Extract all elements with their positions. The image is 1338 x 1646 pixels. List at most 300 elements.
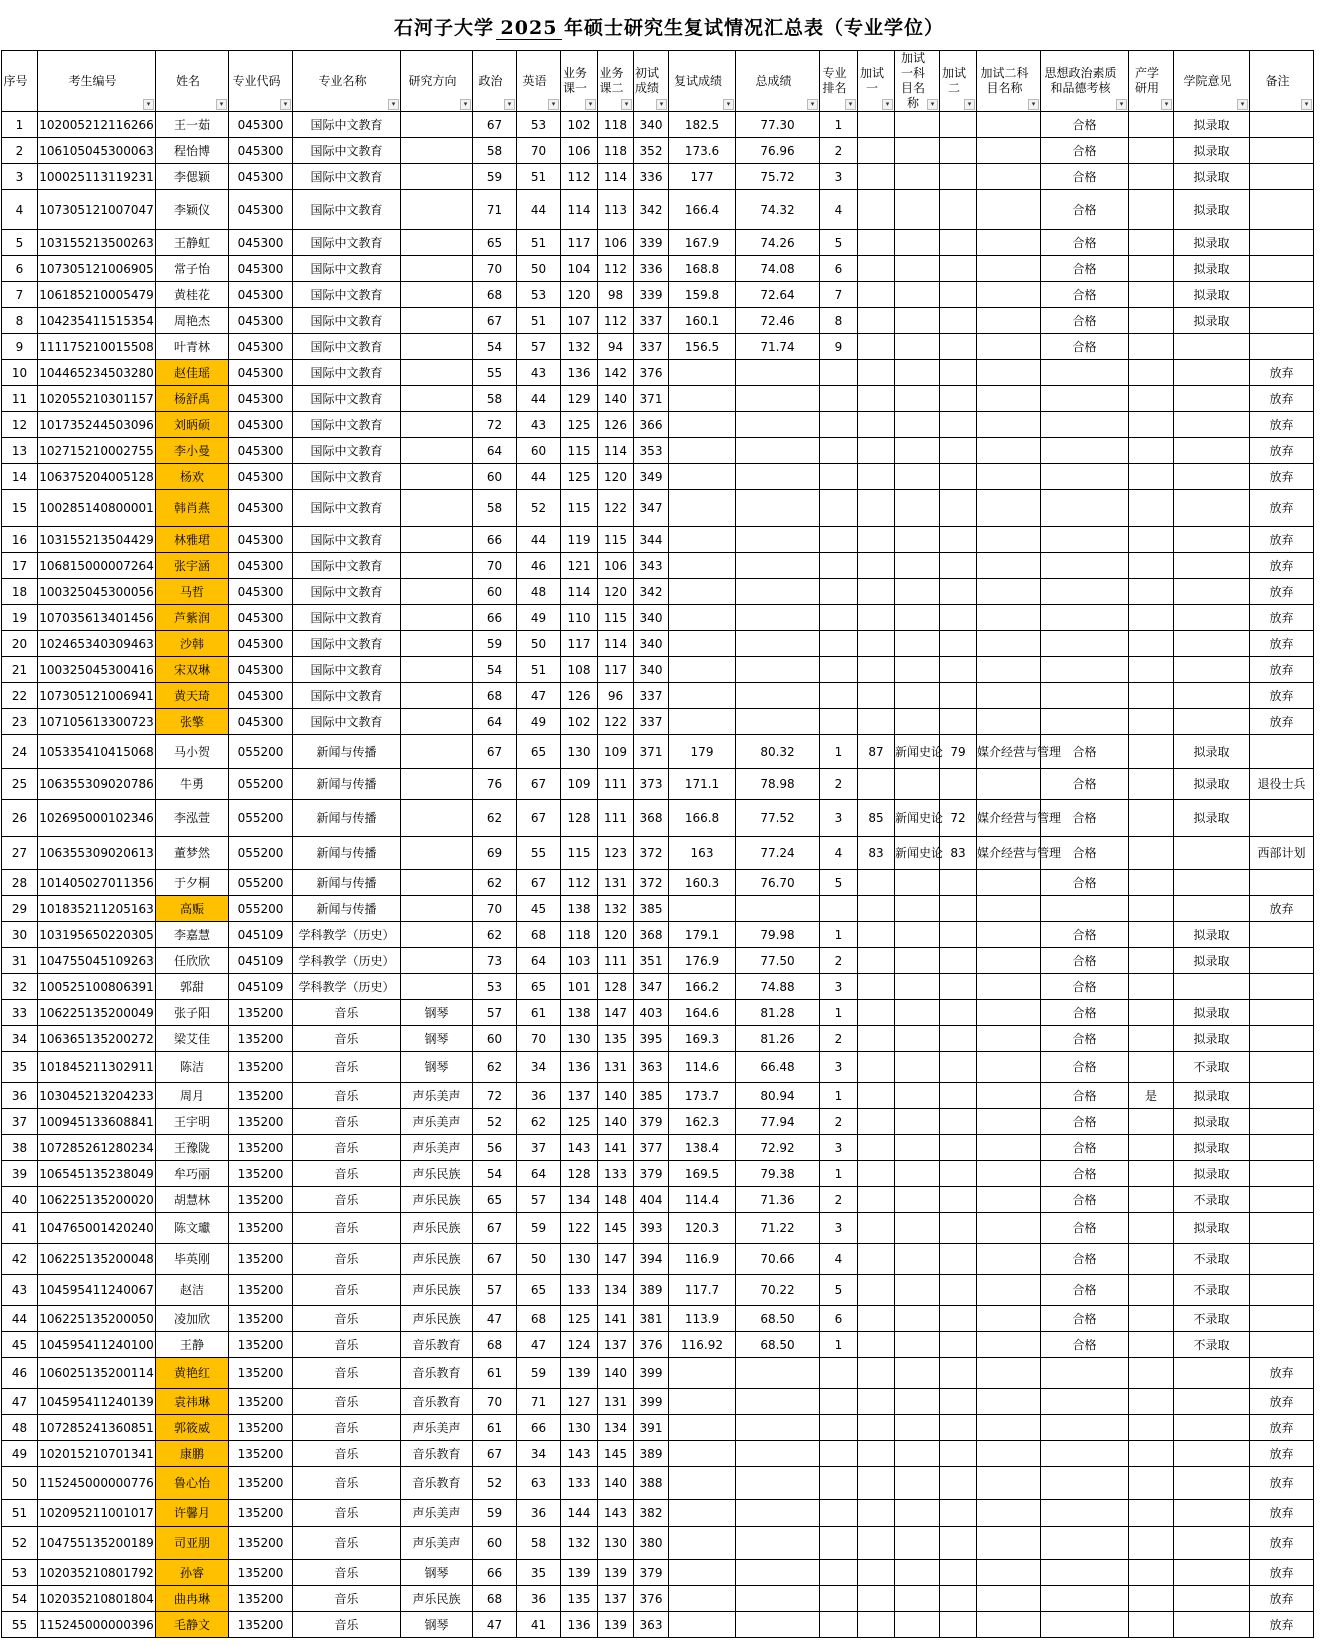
col-index-cell[interactable]: 38 [2, 1135, 38, 1161]
col-remarks-cell[interactable] [1250, 230, 1314, 256]
col-politics-cell[interactable]: 62 [473, 922, 517, 948]
col-major-name-cell[interactable]: 国际中文教育 [293, 605, 401, 631]
col-extra-1-cell[interactable] [858, 579, 895, 605]
col-politics-cell[interactable]: 60 [473, 579, 517, 605]
col-english-cell[interactable]: 68 [517, 922, 561, 948]
col-moral-assessment-cell[interactable] [1041, 438, 1129, 464]
col-course-2-cell[interactable]: 128 [598, 974, 634, 1000]
col-index-cell[interactable]: 20 [2, 631, 38, 657]
col-course-1-cell[interactable]: 139 [561, 1358, 598, 1389]
col-english-cell[interactable]: 43 [517, 360, 561, 386]
col-total-score-cell[interactable]: 74.32 [736, 190, 820, 230]
col-exam-id-cell[interactable]: 100325045300416 [38, 657, 156, 683]
col-total-score-cell[interactable]: 77.94 [736, 1109, 820, 1135]
col-retest-score-cell[interactable]: 113.9 [669, 1306, 736, 1332]
col-extra-2-cell[interactable] [940, 1213, 977, 1244]
col-major-code-cell[interactable]: 045109 [229, 948, 293, 974]
col-rank-cell[interactable]: 3 [820, 164, 858, 190]
col-initial-score-cell[interactable]: 403 [634, 1000, 669, 1026]
col-rank-cell[interactable]: 3 [820, 1213, 858, 1244]
col-name-cell[interactable]: 芦紫润 [156, 605, 229, 631]
col-retest-score-cell[interactable] [669, 1467, 736, 1500]
col-index-cell[interactable]: 47 [2, 1389, 38, 1415]
col-exam-id-cell[interactable]: 102465340309463 [38, 631, 156, 657]
col-moral-assessment-cell[interactable] [1041, 1527, 1129, 1560]
col-course-1-cell[interactable]: 143 [561, 1441, 598, 1467]
col-college-opinion-cell[interactable]: 拟录取 [1174, 1213, 1250, 1244]
col-major-code-cell[interactable]: 135200 [229, 1500, 293, 1527]
col-remarks-cell[interactable] [1250, 1332, 1314, 1358]
col-english-cell[interactable]: 49 [517, 605, 561, 631]
col-index-cell[interactable]: 48 [2, 1415, 38, 1441]
col-industry-cell[interactable] [1129, 683, 1174, 709]
col-retest-score-cell[interactable] [669, 1612, 736, 1638]
col-course-2-cell[interactable]: 114 [598, 438, 634, 464]
col-course-2-cell[interactable]: 139 [598, 1560, 634, 1586]
col-extra-1-cell[interactable] [858, 1441, 895, 1467]
col-exam-id-cell[interactable]: 106225135200020 [38, 1187, 156, 1213]
col-retest-score-cell[interactable]: 159.8 [669, 282, 736, 308]
col-college-opinion-cell[interactable]: 拟录取 [1174, 256, 1250, 282]
col-index-cell[interactable]: 46 [2, 1358, 38, 1389]
col-remarks-cell[interactable] [1250, 282, 1314, 308]
col-extra-2-subject-cell[interactable] [977, 1612, 1041, 1638]
filter-dropdown-icon[interactable]: ▾ [548, 99, 559, 110]
col-major-name-cell[interactable]: 音乐 [293, 1467, 401, 1500]
col-exam-id-cell[interactable]: 101835211205163 [38, 896, 156, 922]
col-extra-1-cell[interactable] [858, 1135, 895, 1161]
col-index-cell[interactable]: 19 [2, 605, 38, 631]
col-initial-score-cell[interactable]: 340 [634, 112, 669, 138]
col-direction-cell[interactable] [401, 735, 473, 769]
col-direction-cell[interactable] [401, 870, 473, 896]
col-course-2-cell[interactable]: 137 [598, 1586, 634, 1612]
col-politics-cell[interactable]: 65 [473, 1187, 517, 1213]
col-extra-1-cell[interactable] [858, 138, 895, 164]
col-industry-cell[interactable] [1129, 709, 1174, 735]
col-college-opinion-cell[interactable] [1174, 579, 1250, 605]
col-politics-cell[interactable]: 70 [473, 256, 517, 282]
col-college-opinion-cell[interactable]: 拟录取 [1174, 138, 1250, 164]
col-moral-assessment-cell[interactable] [1041, 605, 1129, 631]
col-course-1-cell[interactable]: 125 [561, 464, 598, 490]
col-extra-1-subject-cell[interactable] [895, 1500, 940, 1527]
col-college-opinion-cell[interactable] [1174, 896, 1250, 922]
col-politics-cell[interactable]: 76 [473, 769, 517, 800]
col-remarks-cell[interactable]: 放弃 [1250, 709, 1314, 735]
col-rank-cell[interactable]: 7 [820, 282, 858, 308]
col-extra-2-subject-cell[interactable] [977, 922, 1041, 948]
col-moral-assessment-cell[interactable]: 合格 [1041, 1187, 1129, 1213]
col-course-1-cell[interactable]: 122 [561, 1213, 598, 1244]
col-extra-2-cell[interactable] [940, 605, 977, 631]
col-name-cell[interactable]: 黄艳红 [156, 1358, 229, 1389]
col-industry-cell[interactable] [1129, 1358, 1174, 1389]
col-college-opinion-cell[interactable] [1174, 1415, 1250, 1441]
col-extra-2-cell[interactable] [940, 1527, 977, 1560]
col-extra-1-cell[interactable] [858, 1467, 895, 1500]
col-english-cell[interactable]: 51 [517, 657, 561, 683]
col-politics-cell[interactable]: 70 [473, 896, 517, 922]
col-major-code-cell[interactable]: 055200 [229, 870, 293, 896]
col-extra-1-subject-cell[interactable] [895, 490, 940, 527]
col-extra-1-cell[interactable] [858, 631, 895, 657]
col-index-cell[interactable]: 30 [2, 922, 38, 948]
col-moral-assessment-cell[interactable]: 合格 [1041, 334, 1129, 360]
col-major-code-cell[interactable]: 045300 [229, 334, 293, 360]
col-rank-cell[interactable] [820, 631, 858, 657]
col-extra-2-subject-cell[interactable] [977, 464, 1041, 490]
col-initial-score-cell[interactable]: 340 [634, 605, 669, 631]
col-total-score-cell[interactable]: 74.26 [736, 230, 820, 256]
col-college-opinion-cell[interactable] [1174, 709, 1250, 735]
col-initial-score-cell[interactable]: 373 [634, 769, 669, 800]
col-industry-cell[interactable] [1129, 1244, 1174, 1275]
col-course-2-cell[interactable]: 111 [598, 800, 634, 837]
col-extra-1-cell[interactable]: 83 [858, 837, 895, 870]
col-rank-cell[interactable]: 2 [820, 769, 858, 800]
col-name-cell[interactable]: 王静虹 [156, 230, 229, 256]
col-extra-2-subject-cell[interactable] [977, 1560, 1041, 1586]
col-initial-score-cell[interactable]: 371 [634, 386, 669, 412]
col-major-name-cell[interactable]: 国际中文教育 [293, 657, 401, 683]
col-direction-cell[interactable] [401, 948, 473, 974]
col-retest-score-cell[interactable] [669, 1527, 736, 1560]
col-politics-cell[interactable]: 64 [473, 709, 517, 735]
col-politics-cell[interactable]: 47 [473, 1306, 517, 1332]
col-english-cell[interactable]: 50 [517, 1244, 561, 1275]
col-initial-score-cell[interactable]: 339 [634, 230, 669, 256]
col-name-cell[interactable]: 牛勇 [156, 769, 229, 800]
col-moral-assessment-cell[interactable] [1041, 1467, 1129, 1500]
col-industry-cell[interactable] [1129, 1467, 1174, 1500]
col-extra-2-subject-cell[interactable] [977, 334, 1041, 360]
col-remarks-cell[interactable] [1250, 334, 1314, 360]
col-extra-1-subject-cell[interactable] [895, 360, 940, 386]
col-retest-score-cell[interactable] [669, 683, 736, 709]
col-remarks-cell[interactable]: 放弃 [1250, 412, 1314, 438]
col-extra-1-subject-cell[interactable] [895, 553, 940, 579]
col-name-cell[interactable]: 孙睿 [156, 1560, 229, 1586]
col-extra-1-cell[interactable]: 85 [858, 800, 895, 837]
col-moral-assessment-cell[interactable] [1041, 1500, 1129, 1527]
col-initial-score-cell[interactable]: 395 [634, 1026, 669, 1052]
col-retest-score-cell[interactable] [669, 527, 736, 553]
col-industry-cell[interactable] [1129, 1052, 1174, 1083]
col-remarks-cell[interactable] [1250, 1275, 1314, 1306]
col-course-1-cell[interactable]: 136 [561, 1052, 598, 1083]
col-name-cell[interactable]: 李颖仪 [156, 190, 229, 230]
col-major-code-cell[interactable]: 045300 [229, 138, 293, 164]
col-initial-score-cell[interactable]: 389 [634, 1441, 669, 1467]
col-extra-1-subject-cell[interactable] [895, 1415, 940, 1441]
col-english-cell[interactable]: 65 [517, 1275, 561, 1306]
col-politics-cell[interactable]: 55 [473, 360, 517, 386]
col-retest-score-cell[interactable] [669, 386, 736, 412]
col-initial-score-cell[interactable]: 380 [634, 1527, 669, 1560]
col-extra-2-subject-cell[interactable] [977, 1500, 1041, 1527]
filter-dropdown-icon[interactable]: ▾ [585, 99, 596, 110]
col-major-code-cell[interactable]: 045300 [229, 579, 293, 605]
col-extra-2-cell[interactable] [940, 112, 977, 138]
col-course-2-cell[interactable]: 122 [598, 709, 634, 735]
col-extra-2-subject-cell[interactable] [977, 386, 1041, 412]
col-initial-score-cell[interactable]: 342 [634, 579, 669, 605]
col-retest-score-cell[interactable]: 116.92 [669, 1332, 736, 1358]
col-major-code-cell[interactable]: 135200 [229, 1244, 293, 1275]
col-course-1-cell[interactable]: 112 [561, 164, 598, 190]
col-initial-score-cell[interactable]: 336 [634, 164, 669, 190]
col-extra-2-subject-cell[interactable] [977, 1161, 1041, 1187]
col-extra-1-cell[interactable] [858, 1052, 895, 1083]
col-major-code-cell[interactable]: 055200 [229, 735, 293, 769]
col-extra-1-cell[interactable] [858, 1000, 895, 1026]
col-extra-2-cell[interactable] [940, 1161, 977, 1187]
col-retest-score-cell[interactable] [669, 490, 736, 527]
col-rank-cell[interactable]: 1 [820, 1000, 858, 1026]
col-retest-score-cell[interactable]: 160.1 [669, 308, 736, 334]
col-direction-cell[interactable]: 钢琴 [401, 1560, 473, 1586]
col-index-cell[interactable]: 11 [2, 386, 38, 412]
filter-dropdown-icon[interactable]: ▾ [1161, 99, 1172, 110]
col-extra-1-cell[interactable] [858, 412, 895, 438]
col-course-1-cell[interactable]: 117 [561, 631, 598, 657]
col-major-name-cell[interactable]: 国际中文教育 [293, 112, 401, 138]
col-total-score-cell[interactable]: 78.98 [736, 769, 820, 800]
col-moral-assessment-cell[interactable]: 合格 [1041, 1052, 1129, 1083]
col-college-opinion-cell[interactable] [1174, 1441, 1250, 1467]
col-major-name-cell[interactable]: 国际中文教育 [293, 164, 401, 190]
col-extra-1-cell[interactable] [858, 282, 895, 308]
col-politics-cell[interactable]: 71 [473, 190, 517, 230]
col-moral-assessment-cell[interactable] [1041, 490, 1129, 527]
col-college-opinion-cell[interactable]: 拟录取 [1174, 922, 1250, 948]
col-rank-cell[interactable]: 4 [820, 1244, 858, 1275]
col-retest-score-cell[interactable]: 114.4 [669, 1187, 736, 1213]
col-direction-cell[interactable]: 钢琴 [401, 1612, 473, 1638]
col-rank-cell[interactable]: 1 [820, 922, 858, 948]
col-moral-assessment-cell[interactable]: 合格 [1041, 282, 1129, 308]
col-major-code-cell[interactable]: 045109 [229, 922, 293, 948]
col-initial-score-cell[interactable]: 368 [634, 922, 669, 948]
col-rank-cell[interactable] [820, 527, 858, 553]
col-retest-score-cell[interactable]: 138.4 [669, 1135, 736, 1161]
col-name-cell[interactable]: 于夕桐 [156, 870, 229, 896]
col-retest-score-cell[interactable]: 171.1 [669, 769, 736, 800]
col-extra-2-cell[interactable] [940, 138, 977, 164]
col-extra-2-cell[interactable] [940, 631, 977, 657]
col-industry-cell[interactable] [1129, 1527, 1174, 1560]
col-major-code-cell[interactable]: 135200 [229, 1052, 293, 1083]
col-extra-1-subject-cell[interactable] [895, 657, 940, 683]
col-remarks-cell[interactable]: 放弃 [1250, 1358, 1314, 1389]
col-industry-cell[interactable] [1129, 190, 1174, 230]
col-course-2-cell[interactable]: 140 [598, 1358, 634, 1389]
col-index-cell[interactable]: 9 [2, 334, 38, 360]
col-name-cell[interactable]: 黄天琦 [156, 683, 229, 709]
col-major-code-cell[interactable]: 045300 [229, 386, 293, 412]
col-name-cell[interactable]: 张擎 [156, 709, 229, 735]
col-initial-score-cell[interactable]: 366 [634, 412, 669, 438]
col-retest-score-cell[interactable]: 120.3 [669, 1213, 736, 1244]
col-remarks-cell[interactable]: 放弃 [1250, 579, 1314, 605]
col-index-cell[interactable]: 6 [2, 256, 38, 282]
col-course-2-cell[interactable]: 139 [598, 1612, 634, 1638]
col-extra-1-subject-cell[interactable] [895, 579, 940, 605]
col-total-score-cell[interactable]: 75.72 [736, 164, 820, 190]
col-course-1-cell[interactable]: 109 [561, 769, 598, 800]
col-extra-2-cell[interactable] [940, 1467, 977, 1500]
col-college-opinion-cell[interactable]: 不录取 [1174, 1244, 1250, 1275]
col-direction-cell[interactable]: 钢琴 [401, 1000, 473, 1026]
col-name-cell[interactable]: 陈洁 [156, 1052, 229, 1083]
col-total-score-cell[interactable] [736, 438, 820, 464]
col-industry-cell[interactable] [1129, 1213, 1174, 1244]
col-name-cell[interactable]: 任欣欣 [156, 948, 229, 974]
col-name-cell[interactable]: 毕英刚 [156, 1244, 229, 1275]
col-course-2-cell[interactable]: 147 [598, 1244, 634, 1275]
col-rank-cell[interactable]: 3 [820, 1052, 858, 1083]
col-major-code-cell[interactable]: 045300 [229, 256, 293, 282]
filter-dropdown-icon[interactable]: ▾ [143, 99, 154, 110]
col-extra-2-subject-cell[interactable] [977, 1415, 1041, 1441]
col-rank-cell[interactable] [820, 386, 858, 412]
col-extra-2-cell[interactable] [940, 1135, 977, 1161]
col-exam-id-cell[interactable]: 102715210002755 [38, 438, 156, 464]
col-extra-2-subject-cell[interactable] [977, 1527, 1041, 1560]
col-extra-2-cell[interactable] [940, 164, 977, 190]
col-major-code-cell[interactable]: 135200 [229, 1527, 293, 1560]
col-initial-score-cell[interactable]: 389 [634, 1275, 669, 1306]
col-rank-cell[interactable]: 8 [820, 308, 858, 334]
col-extra-2-subject-cell[interactable] [977, 553, 1041, 579]
col-extra-2-subject-cell[interactable] [977, 579, 1041, 605]
col-english-cell[interactable]: 67 [517, 870, 561, 896]
col-course-2-cell[interactable]: 120 [598, 464, 634, 490]
col-extra-2-subject-cell[interactable] [977, 1213, 1041, 1244]
col-industry-cell[interactable] [1129, 1560, 1174, 1586]
col-major-code-cell[interactable]: 045300 [229, 709, 293, 735]
col-rank-cell[interactable]: 1 [820, 1083, 858, 1109]
col-retest-score-cell[interactable]: 173.6 [669, 138, 736, 164]
col-remarks-cell[interactable]: 放弃 [1250, 605, 1314, 631]
col-major-name-cell[interactable]: 音乐 [293, 1187, 401, 1213]
col-retest-score-cell[interactable]: 168.8 [669, 256, 736, 282]
col-major-code-cell[interactable]: 135200 [229, 1000, 293, 1026]
col-initial-score-cell[interactable]: 337 [634, 683, 669, 709]
col-index-cell[interactable]: 45 [2, 1332, 38, 1358]
col-retest-score-cell[interactable] [669, 896, 736, 922]
col-initial-score-cell[interactable]: 337 [634, 308, 669, 334]
col-retest-score-cell[interactable] [669, 1415, 736, 1441]
col-extra-1-subject-cell[interactable] [895, 1612, 940, 1638]
col-industry-cell[interactable] [1129, 1441, 1174, 1467]
col-extra-1-cell[interactable] [858, 1612, 895, 1638]
col-initial-score-cell[interactable]: 388 [634, 1467, 669, 1500]
col-major-name-cell[interactable]: 音乐 [293, 1052, 401, 1083]
col-rank-cell[interactable] [820, 1500, 858, 1527]
col-english-cell[interactable]: 34 [517, 1441, 561, 1467]
col-extra-1-cell[interactable] [858, 896, 895, 922]
col-exam-id-cell[interactable]: 102015210701341 [38, 1441, 156, 1467]
col-total-score-cell[interactable] [736, 1500, 820, 1527]
col-extra-1-cell[interactable] [858, 1109, 895, 1135]
col-remarks-cell[interactable] [1250, 1083, 1314, 1109]
col-name-cell[interactable]: 王豫陇 [156, 1135, 229, 1161]
col-course-2-cell[interactable]: 140 [598, 1467, 634, 1500]
col-moral-assessment-cell[interactable] [1041, 1441, 1129, 1467]
col-extra-2-cell[interactable] [940, 896, 977, 922]
col-direction-cell[interactable]: 声乐民族 [401, 1187, 473, 1213]
col-extra-1-subject-cell[interactable]: 新闻史论 [895, 837, 940, 870]
col-extra-2-subject-cell[interactable] [977, 1135, 1041, 1161]
col-politics-cell[interactable]: 68 [473, 1586, 517, 1612]
col-index-cell[interactable]: 31 [2, 948, 38, 974]
col-extra-1-cell[interactable] [858, 709, 895, 735]
col-extra-1-cell[interactable] [858, 1500, 895, 1527]
col-course-2-cell[interactable]: 123 [598, 837, 634, 870]
col-extra-1-cell[interactable] [858, 1161, 895, 1187]
col-major-name-cell[interactable]: 音乐 [293, 1415, 401, 1441]
col-exam-id-cell[interactable]: 101845211302911 [38, 1052, 156, 1083]
col-remarks-cell[interactable]: 放弃 [1250, 464, 1314, 490]
col-direction-cell[interactable] [401, 190, 473, 230]
col-rank-cell[interactable]: 1 [820, 735, 858, 769]
col-index-cell[interactable]: 42 [2, 1244, 38, 1275]
col-retest-score-cell[interactable] [669, 1389, 736, 1415]
col-index-cell[interactable]: 44 [2, 1306, 38, 1332]
col-course-2-cell[interactable]: 141 [598, 1306, 634, 1332]
col-major-code-cell[interactable]: 045300 [229, 490, 293, 527]
col-course-1-cell[interactable]: 130 [561, 1026, 598, 1052]
col-extra-1-cell[interactable] [858, 1187, 895, 1213]
col-retest-score-cell[interactable] [669, 1500, 736, 1527]
col-exam-id-cell[interactable]: 101735244503096 [38, 412, 156, 438]
col-initial-score-cell[interactable]: 399 [634, 1389, 669, 1415]
col-course-1-cell[interactable]: 107 [561, 308, 598, 334]
col-extra-2-subject-cell[interactable] [977, 527, 1041, 553]
col-politics-cell[interactable]: 72 [473, 412, 517, 438]
col-moral-assessment-cell[interactable]: 合格 [1041, 308, 1129, 334]
col-retest-score-cell[interactable]: 160.3 [669, 870, 736, 896]
col-english-cell[interactable]: 37 [517, 1135, 561, 1161]
col-name-cell[interactable]: 张子阳 [156, 1000, 229, 1026]
col-total-score-cell[interactable]: 71.36 [736, 1187, 820, 1213]
col-exam-id-cell[interactable]: 107305121007047 [38, 190, 156, 230]
col-retest-score-cell[interactable] [669, 709, 736, 735]
col-moral-assessment-cell[interactable]: 合格 [1041, 1244, 1129, 1275]
col-college-opinion-cell[interactable]: 不录取 [1174, 1052, 1250, 1083]
col-name-cell[interactable]: 韩肖燕 [156, 490, 229, 527]
col-remarks-cell[interactable]: 放弃 [1250, 490, 1314, 527]
col-total-score-cell[interactable] [736, 1560, 820, 1586]
col-index-cell[interactable]: 29 [2, 896, 38, 922]
col-name-cell[interactable]: 杨舒禹 [156, 386, 229, 412]
col-rank-cell[interactable]: 3 [820, 974, 858, 1000]
col-english-cell[interactable]: 62 [517, 1109, 561, 1135]
col-extra-1-cell[interactable] [858, 1586, 895, 1612]
col-major-code-cell[interactable]: 135200 [229, 1586, 293, 1612]
col-direction-cell[interactable]: 声乐美声 [401, 1527, 473, 1560]
col-initial-score-cell[interactable]: 339 [634, 282, 669, 308]
col-major-code-cell[interactable]: 135200 [229, 1026, 293, 1052]
col-total-score-cell[interactable]: 70.22 [736, 1275, 820, 1306]
col-rank-cell[interactable]: 3 [820, 1135, 858, 1161]
col-extra-1-subject-cell[interactable] [895, 256, 940, 282]
col-extra-1-subject-cell[interactable] [895, 230, 940, 256]
col-college-opinion-cell[interactable] [1174, 412, 1250, 438]
col-extra-1-subject-cell[interactable] [895, 1052, 940, 1083]
